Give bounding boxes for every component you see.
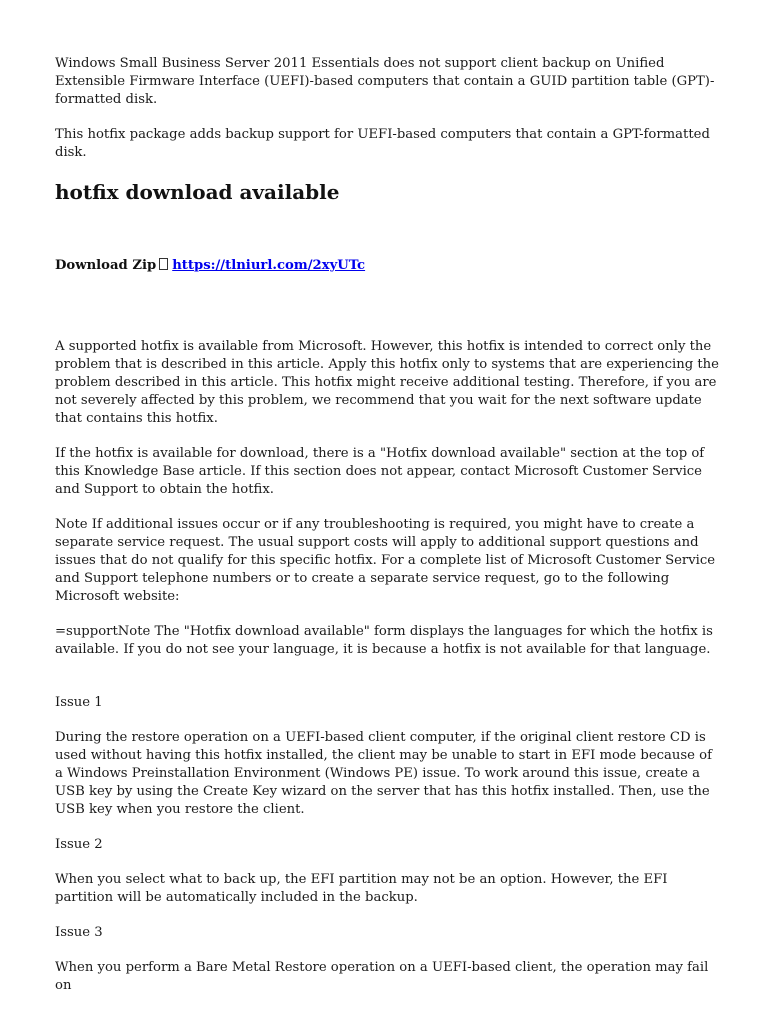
- download-line: [55, 257, 720, 275]
- body-paragraph-3: Note If additional issues occur or if any troubleshooting is required, you might have to create a separate service request. The usual support costs will apply to additional support questions and issues that do not qualify for this specific hotfix. For a complete list of Microsoft Customer Service and Support telephone numbers or to create a separate service request, go to the following Microsoft website:: [55, 517, 716, 604]
- issue-2-title: Issue 2: [55, 837, 103, 852]
- download-label: Download Zip: [55, 258, 157, 273]
- page-title: hotfix download available: [55, 180, 340, 204]
- body-paragraph-4: =supportNote The "Hotfix download available" form displays the languages for which the hotfix is available. If you do not see your language, it is because a hotfix is not available for that language.: [55, 624, 713, 657]
- download-link[interactable]: https://tlniurl.com/2xyUTc: [172, 258, 366, 273]
- issue-2-text: When you select what to back up, the EFI partition may not be an option. However, the EFI partition will be automatically included in the backup.: [55, 872, 668, 905]
- issue-1-title: Issue 1: [55, 695, 103, 710]
- issue-3-title: Issue 3: [55, 925, 103, 940]
- intro-paragraph-1: Windows Small Business Server 2011 Essentials does not support client backup on Unified Extensible Firmware Interface (UEFI)-based computers that contain a GUID partition table (GPT)-formatted disk.: [55, 56, 715, 107]
- body-paragraph-1: A supported hotfix is available from Microsoft. However, this hotfix is intended to correct only the problem that is described in this article. Apply this hotfix only to systems that are experiencing the problem described in this article. This hotfix might receive additional testing. Therefore, if you are not severely affected by this problem, we recommend that you wait for the next software update that contains this hotfix.: [55, 339, 719, 426]
- body-paragraph-2: If the hotfix is available for download, there is a "Hotfix download available" section at the top of this Knowledge Base article. If this section does not appear, contact Microsoft Customer Service and Support to obtain the hotfix.: [55, 446, 705, 497]
- issue-1-text: During the restore operation on a UEFI-based client computer, if the original client restore CD is used without having this hotfix installed, the client may be unable to start in EFI mode because of a Windows Preinstallation Environment (Windows PE) issue. To work around this issue, create a USB key by using the Create Key wizard on the server that has this hotfix installed. Then, use the USB key when you restore the client.: [55, 730, 712, 817]
- document-page: [55, 55, 720, 995]
- arrow-icon: [159, 258, 168, 270]
- intro-paragraph-2: This hotfix package adds backup support for UEFI-based computers that contain a GPT-formatted disk.: [55, 127, 710, 160]
- issue-3-text: When you perform a Bare Metal Restore operation on a UEFI-based client, the operation may fail on: [55, 960, 709, 993]
